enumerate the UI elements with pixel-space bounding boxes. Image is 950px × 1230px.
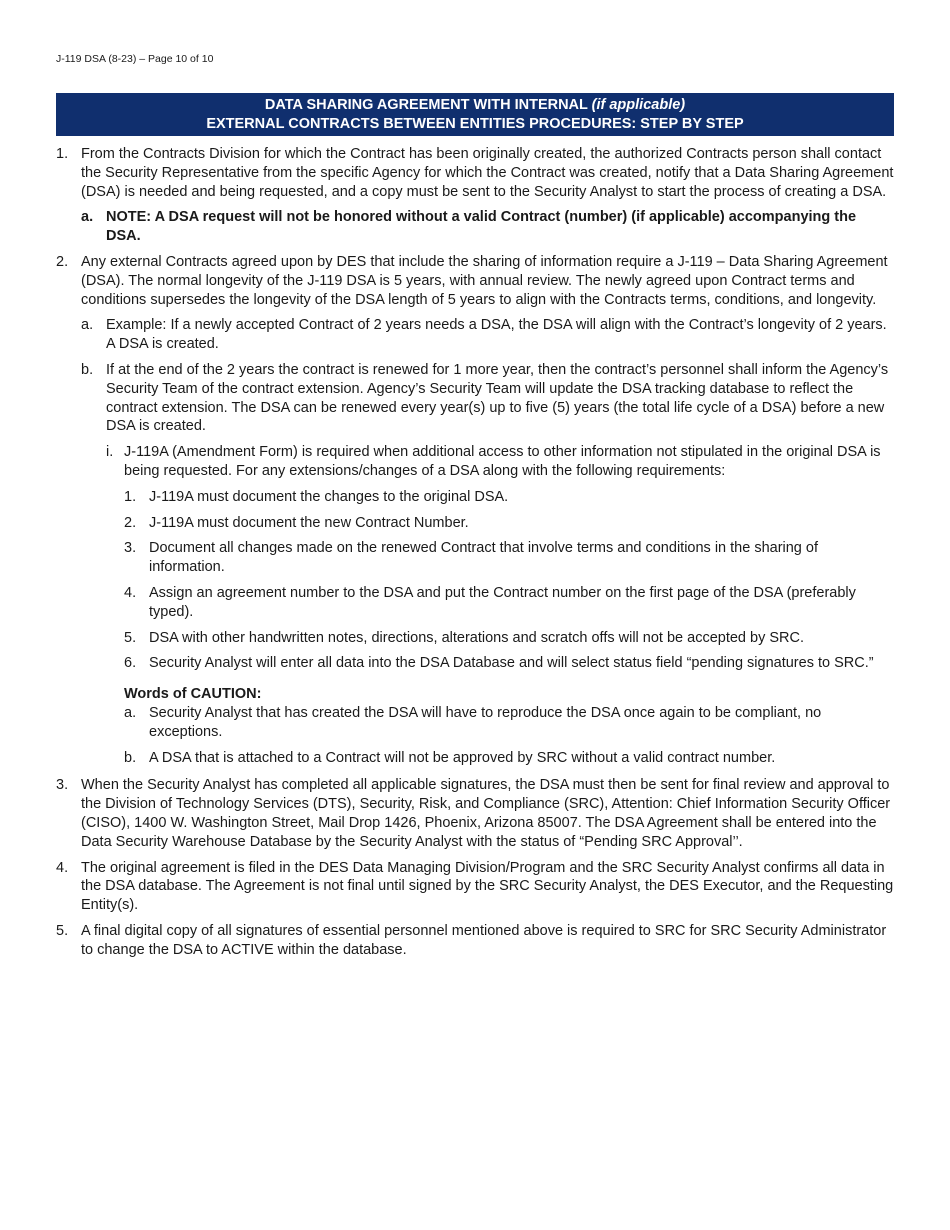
- caution-heading: Words of CAUTION:: [124, 686, 262, 703]
- step-3: 3. When the Security Analyst has completed all applicable signatures, the DSA must then be sent for final review and approval to the Division of Technology Services (DTS), Security, Risk, and Compliance (SRC), Attention: Chief Information Security Officer (CISO), 1400 W. Washington Street, Mail Drop 1426, Phoenix, Arizona 85007. The DSA Agreement shall be entered into the Data Security Warehouse Database by the Security Analyst with the status of “Pending SRC Approval’’.: [56, 777, 891, 850]
- banner-italic-note: (if applicable): [591, 97, 686, 113]
- requirement-item: 4. Assign an agreement number to the DSA and put the Contract number on the first page of the DSA (preferably typed).: [124, 584, 856, 620]
- section-banner: [56, 93, 894, 136]
- step-1-note: a. NOTE: A DSA request will not be honored without a valid Contract (number) (if applicable) accompanying the DSA.: [81, 209, 857, 245]
- requirement-item: 6. Security Analyst will enter all data into the DSA Database and will select status field “pending signatures to SRC.”: [124, 655, 874, 672]
- step-2-a: a. Example: If a newly accepted Contract of 2 years needs a DSA, the DSA will align with the Contract’s longevity of 2 years. A DSA is created.: [81, 317, 887, 353]
- form-page-id: J-119 DSA (8-23) – Page 10 of 10: [56, 53, 214, 65]
- step-2-b: b. If at the end of the 2 years the contract is renewed for 1 more year, then the contract’s personnel shall inform the Agency’s Security Team of the contract extension. Agency’s Security Team will update the DSA tracking database to reflect the contract extension. The DSA can be renewed every year(s) up to five (5) years (the total life cycle of a DSA) before a new DSA is created.: [81, 361, 889, 435]
- step-2-b-i: i. J-119A (Amendment Form) is required when additional access to other information not stipulated in the original DSA is being requested. For any extensions/changes of a DSA along with the following requirements:: [106, 444, 881, 479]
- requirement-item: 3. Document all changes made on the renewed Contract that involve terms and conditions in the sharing of information.: [124, 540, 818, 576]
- step-1: 1. From the Contracts Division for which the Contract has been originally created, the authorized Contracts person shall contact the Security Representative from the specific Agency for which the Contract was created, notify that a Data Sharing Agreement (DSA) is needed and being requested, and a copy must be sent to the Security Analyst to start the process of creating a DSA.: [56, 146, 894, 200]
- banner-line-2: EXTERNAL CONTRACTS BETWEEN ENTITIES PROCEDURES: STEP BY STEP: [206, 116, 744, 132]
- caution-item: a. Security Analyst that has created the DSA will have to reproduce the DSA once again to be compliant, no exceptions.: [124, 704, 822, 740]
- requirement-item: 2. J-119A must document the new Contract Number.: [124, 514, 469, 531]
- requirement-item: 5. DSA with other handwritten notes, directions, alterations and scratch offs will not be accepted by SRC.: [124, 629, 804, 646]
- caution-item: b. A DSA that is attached to a Contract will not be approved by SRC without a valid contract number.: [124, 749, 776, 766]
- step-2: 2. Any external Contracts agreed upon by DES that include the sharing of information require a J-119 – Data Sharing Agreement (DSA). The normal longevity of the J-119 DSA is 5 years, with annual review. The newly agreed upon Contract terms and conditions supersedes the longevity of the DSA length of 5 years to align with the Contracts terms, conditions, and longevity.: [56, 253, 888, 308]
- banner-line-1: DATA SHARING AGREEMENT WITH INTERNAL (if applicable): [264, 97, 686, 113]
- step-5: 5. A final digital copy of all signatures of essential personnel mentioned above is required to SRC for SRC Security Administrator to change the DSA to ACTIVE within the database.: [56, 922, 887, 958]
- step-4: 4. The original agreement is filed in the DES Data Managing Division/Program and the SRC Security Analyst confirms all data in the DSA database. The Agreement is not final until signed by the SRC Security Analyst, the DES Executor, and the Requesting Entity(s).: [56, 859, 894, 914]
- requirement-item: 1. J-119A must document the changes to the original DSA.: [124, 488, 509, 505]
- procedure-list: [56, 145, 894, 959]
